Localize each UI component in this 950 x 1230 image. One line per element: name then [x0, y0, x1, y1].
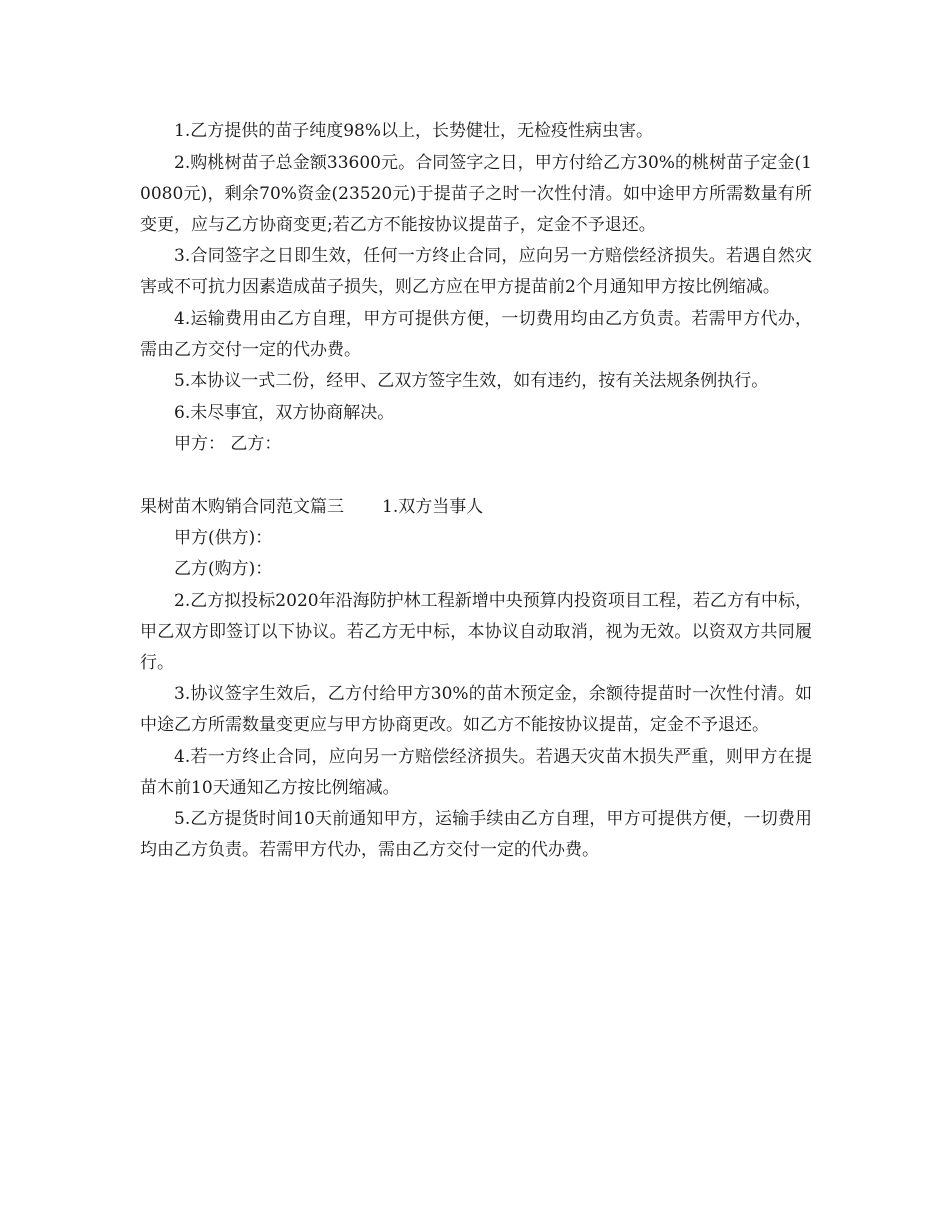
clause-2-payment: 2.购桃树苗子总金额33600元。合同签字之日，甲方付给乙方30%的桃树苗子定金(10080元)，剩余70%资金(23520元)于提苗子之时一次性付清。如中途甲方所需数量有所变更，应与乙方协商变更;若乙方不能按协议提苗子，定金不予退还。 — [140, 152, 812, 235]
clause-2-bid: 2.乙方拟投标2020年沿海防护林工程新增中央预算内投资项目工程，若乙方有中标，甲乙双方即签订以下协议。若乙方无中标，本协议自动取消，视为无效。以资双方共同履行。 — [140, 590, 812, 673]
clause-3-effect: 3.合同签字之日即生效，任何一方终止合同，应向另一方赔偿经济损失。若遇自然灾害或不可抗力因素造成苗子损失，则乙方应在甲方提苗前2个月通知甲方按比例缩减。 — [140, 246, 812, 297]
clause-3-deposit: 3.协议签字生效后，乙方付给甲方30%的苗木预定金，余额待提苗时一次性付清。如中途乙方所需数量变更应与甲方协商更改。如乙方不能按协议提苗，定金不予退还。 — [140, 684, 812, 735]
clause-4-transport: 4.运输费用由乙方自理，甲方可提供方便，一切费用均由乙方负责。若需甲方代办，需由乙方交付一定的代办费。 — [140, 308, 812, 360]
section-title: 果树苗木购销合同范文篇三 — [140, 496, 344, 517]
section-heading — [140, 492, 812, 523]
document-body — [140, 116, 812, 867]
signature-line: 甲方： 乙方： — [174, 434, 282, 454]
section-gap — [140, 461, 812, 492]
clause-5-delivery: 5.乙方提货时间10天前通知甲方，运输手续由乙方自理，甲方可提供方便，一切费用均由乙方负责。若需甲方代办，需由乙方交付一定的代办费。 — [140, 809, 812, 860]
section-first-item: 1.双方当事人 — [382, 496, 484, 517]
clause-1-purity: 1.乙方提供的苗子纯度98%以上，长势健壮，无检疫性病虫害。 — [174, 121, 654, 141]
party-b-label: 乙方(购方)： — [174, 559, 273, 579]
clause-5-copies: 5.本协议一式二份，经甲、乙双方签字生效，如有违约，按有关法规条例执行。 — [174, 371, 769, 391]
clause-4-termination: 4.若一方终止合同，应向另一方赔偿经济损失。若遇天灾苗木损失严重，则甲方在提苗木前10天通知乙方按比例缩减。 — [140, 746, 812, 798]
clause-6-misc: 6.未尽事宜，双方协商解决。 — [174, 402, 395, 423]
party-a-label: 甲方(供方)： — [174, 527, 273, 548]
